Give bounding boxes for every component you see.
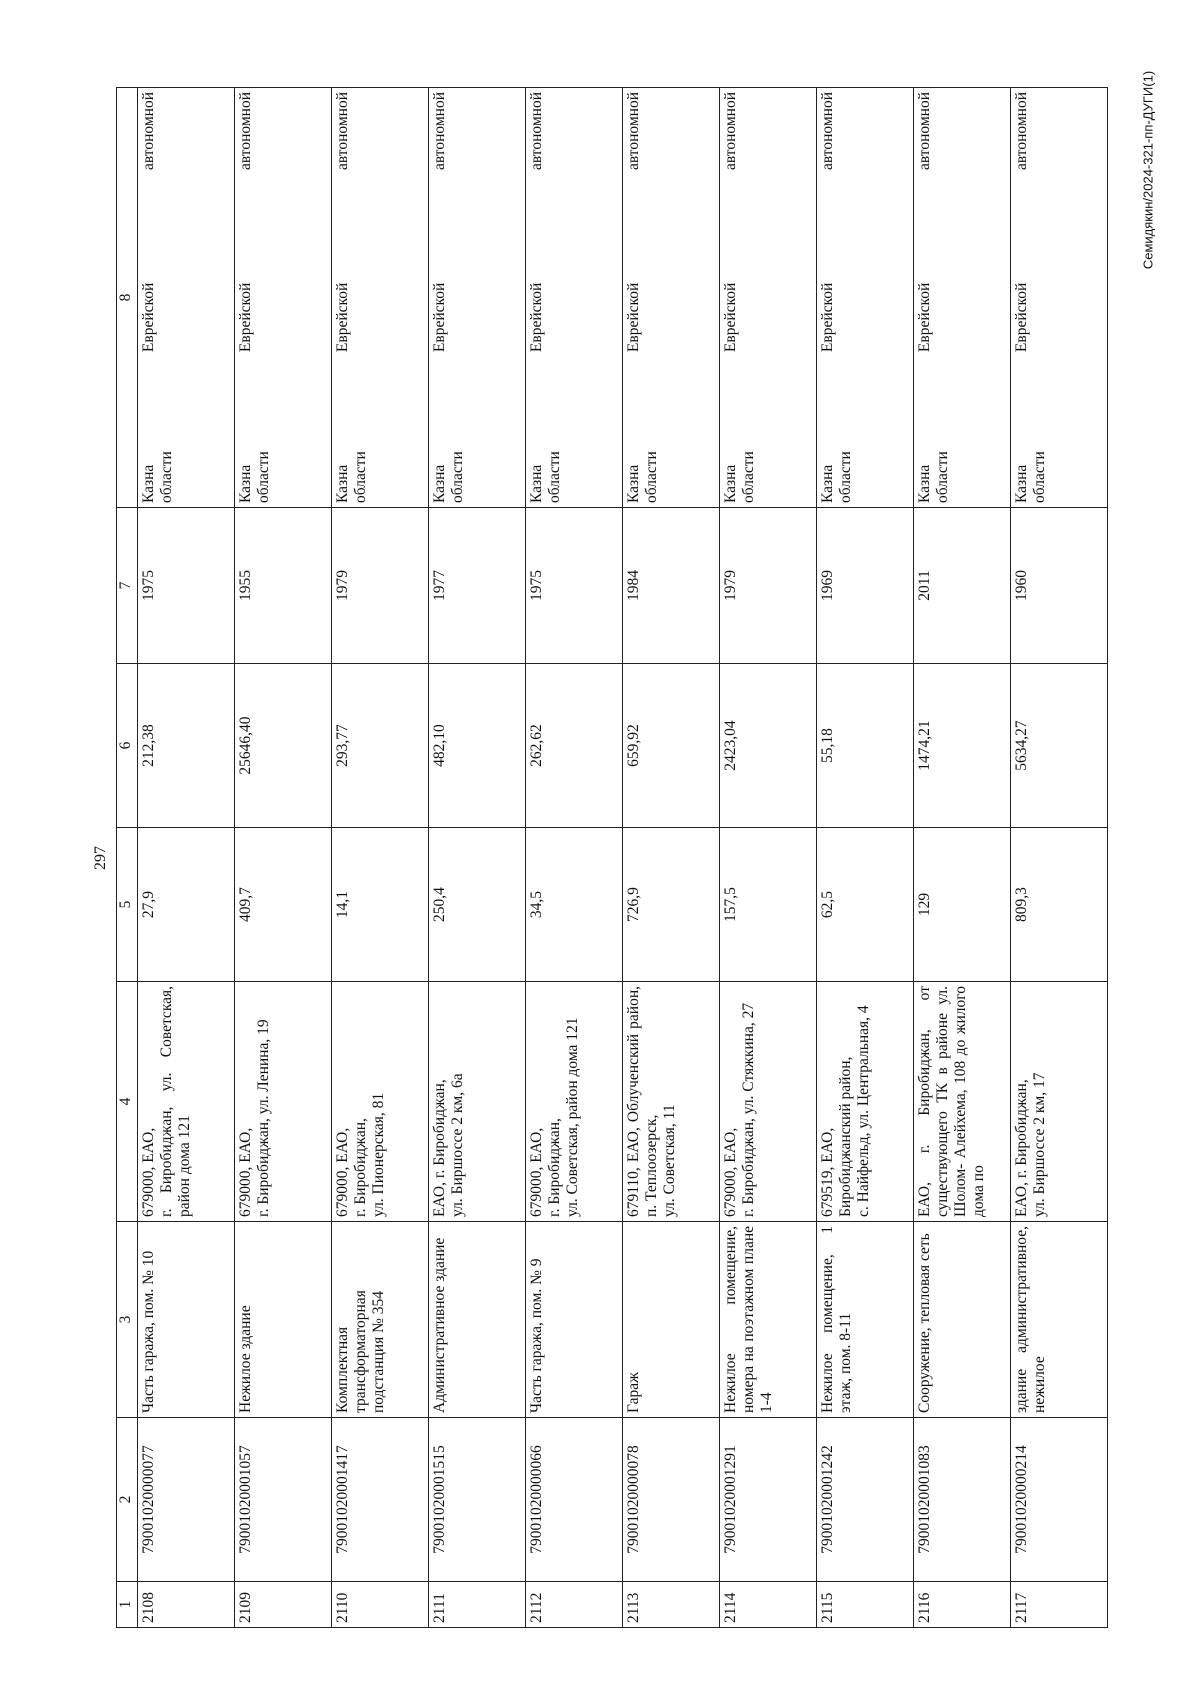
- owner-word: Казна: [431, 464, 448, 503]
- object-value: 2423,04: [720, 664, 817, 828]
- owner-cell: [1011, 88, 1108, 508]
- object-year: 1975: [138, 508, 235, 664]
- owner-word: Еврейской: [528, 282, 545, 353]
- owner-cell: [332, 88, 429, 508]
- object-name: Нежилое здание: [235, 1222, 332, 1418]
- owner-word: автономной: [528, 92, 545, 171]
- column-number: 6: [117, 664, 138, 828]
- object-address: 679519, ЕАО, Биробиджанский район, с. Найфельд, ул. Центральная, 4: [817, 982, 914, 1222]
- row-number: 2108: [138, 1582, 235, 1628]
- object-value: 55,18: [817, 664, 914, 828]
- cadastral-number: 79001020001291: [720, 1418, 817, 1582]
- owner-word: Еврейской: [237, 282, 254, 353]
- cadastral-number: 79001020001057: [235, 1418, 332, 1582]
- table-row: [817, 88, 914, 1628]
- row-number: 2110: [332, 1582, 429, 1628]
- owner-word: Еврейской: [140, 282, 157, 353]
- cadastral-number: 79001020001242: [817, 1418, 914, 1582]
- owner-word: области: [255, 451, 272, 503]
- object-address: 679000, ЕАО, г. Биробиджан, ул. Пионерская, 81: [332, 982, 429, 1222]
- object-name: Сооружение, тепловая сеть: [914, 1222, 1011, 1418]
- owner-word: автономной: [334, 92, 351, 171]
- owner-word: автономной: [916, 92, 933, 171]
- row-number: 2113: [623, 1582, 720, 1628]
- object-area: 409,7: [235, 828, 332, 982]
- row-number: 2111: [429, 1582, 526, 1628]
- cadastral-number: 79001020001515: [429, 1418, 526, 1582]
- object-area: 27,9: [138, 828, 235, 982]
- cadastral-number: 79001020001083: [914, 1418, 1011, 1582]
- owner-cell: [623, 88, 720, 508]
- column-number-row: [117, 88, 138, 1628]
- column-number: 2: [117, 1418, 138, 1582]
- column-number: 3: [117, 1222, 138, 1418]
- cadastral-number: 79001020000078: [623, 1418, 720, 1582]
- owner-cell: [817, 88, 914, 508]
- row-number: 2109: [235, 1582, 332, 1628]
- owner-word: области: [1031, 451, 1048, 503]
- object-area: 62,5: [817, 828, 914, 982]
- object-area: 250,4: [429, 828, 526, 982]
- cadastral-number: 79001020000077: [138, 1418, 235, 1582]
- owner-word: автономной: [237, 92, 254, 171]
- object-area: 129: [914, 828, 1011, 982]
- footer-code: Семидякин/2024-321-пп-ДУГИ(1): [1140, 70, 1156, 270]
- row-number: 2117: [1011, 1582, 1108, 1628]
- owner-word: области: [643, 451, 660, 503]
- object-name: Комплектная трансформаторная подстанция № 354: [332, 1222, 429, 1418]
- object-address: ЕАО, г. Биробиджан, ул. Биршоссе 2 км, 6а: [429, 982, 526, 1222]
- owner-word: Казна: [722, 464, 739, 503]
- column-number: 7: [117, 508, 138, 664]
- table-row: [914, 88, 1011, 1628]
- owner-word: Казна: [528, 464, 545, 503]
- object-name: Часть гаража, пом. № 9: [526, 1222, 623, 1418]
- object-area: 157,5: [720, 828, 817, 982]
- owner-word: автономной: [625, 92, 642, 171]
- table-row: [138, 88, 235, 1628]
- object-address: 679000, ЕАО, г. Биробиджан, ул. Стяжкина, 27: [720, 982, 817, 1222]
- row-number: 2112: [526, 1582, 623, 1628]
- object-year: 1955: [235, 508, 332, 664]
- owner-word: Еврейской: [334, 282, 351, 353]
- owner-word: Казна: [334, 464, 351, 503]
- property-registry-table: [116, 87, 1108, 1628]
- owner-word: автономной: [140, 92, 157, 171]
- owner-word: Еврейской: [1013, 282, 1030, 353]
- object-value: 293,77: [332, 664, 429, 828]
- owner-word: области: [352, 451, 369, 503]
- object-address: 679000, ЕАО, г. Биробиджан, ул. Советская, район дома 121: [138, 982, 235, 1222]
- object-year: 1979: [720, 508, 817, 664]
- table-row: [235, 88, 332, 1628]
- row-number: 2116: [914, 1582, 1011, 1628]
- owner-word: Казна: [916, 464, 933, 503]
- object-area: 34,5: [526, 828, 623, 982]
- owner-word: автономной: [1013, 92, 1030, 171]
- owner-word: Еврейской: [722, 282, 739, 353]
- owner-word: Еврейской: [916, 282, 933, 353]
- object-year: 1977: [429, 508, 526, 664]
- cadastral-number: 79001020001417: [332, 1418, 429, 1582]
- row-number: 2114: [720, 1582, 817, 1628]
- owner-cell: [138, 88, 235, 508]
- owner-word: автономной: [431, 92, 448, 171]
- object-value: 659,92: [623, 664, 720, 828]
- table-row: [720, 88, 817, 1628]
- object-name: Нежилое помещение, 1 этаж, пом. 8-11: [817, 1222, 914, 1418]
- page-number: 297: [92, 846, 109, 870]
- owner-cell: [526, 88, 623, 508]
- owner-word: области: [837, 451, 854, 503]
- object-address: 679000, ЕАО, г. Биробиджан, ул. Ленина, 19: [235, 982, 332, 1222]
- object-value: 482,10: [429, 664, 526, 828]
- owner-word: области: [449, 451, 466, 503]
- owner-word: области: [158, 451, 175, 503]
- table-row: [429, 88, 526, 1628]
- object-address: 679000, ЕАО, г. Биробиджан, ул. Советская, район дома 121: [526, 982, 623, 1222]
- owner-word: автономной: [722, 92, 739, 171]
- owner-word: автономной: [819, 92, 836, 171]
- owner-word: Еврейской: [431, 282, 448, 353]
- object-address: ЕАО, г. Биробиджан, от существующего ТК в районе ул. Шолом- Алейхема, 108 до жилого дома по: [914, 982, 1011, 1222]
- rotated-page: [90, 68, 1090, 1628]
- owner-cell: [429, 88, 526, 508]
- object-name: здание административное, нежилое: [1011, 1222, 1108, 1418]
- column-number: 8: [117, 88, 138, 508]
- object-name: Гараж: [623, 1222, 720, 1418]
- object-value: 5634,27: [1011, 664, 1108, 828]
- object-name: Административное здание: [429, 1222, 526, 1418]
- owner-word: области: [740, 451, 757, 503]
- table-row: [1011, 88, 1108, 1628]
- object-name: Часть гаража, пом. № 10: [138, 1222, 235, 1418]
- table-row: [623, 88, 720, 1628]
- owner-word: Казна: [819, 464, 836, 503]
- object-area: 726,9: [623, 828, 720, 982]
- owner-word: Еврейской: [625, 282, 642, 353]
- owner-cell: [720, 88, 817, 508]
- object-address: ЕАО, г. Биробиджан, ул. Биршоссе 2 км, 17: [1011, 982, 1108, 1222]
- owner-word: области: [934, 451, 951, 503]
- object-year: 1975: [526, 508, 623, 664]
- table-row: [526, 88, 623, 1628]
- owner-cell: [914, 88, 1011, 508]
- object-year: 2011: [914, 508, 1011, 664]
- object-area: 809,3: [1011, 828, 1108, 982]
- cadastral-number: 79001020000066: [526, 1418, 623, 1582]
- object-address: 679110, ЕАО, Облученский район, п. Теплоозерск, ул. Советская, 11: [623, 982, 720, 1222]
- owner-word: области: [546, 451, 563, 503]
- object-name: Нежилое помещение, номера на поэтажном плане 1-4: [720, 1222, 817, 1418]
- column-number: 5: [117, 828, 138, 982]
- cadastral-number: 79001020000214: [1011, 1418, 1108, 1582]
- owner-word: Казна: [1013, 464, 1030, 503]
- object-year: 1979: [332, 508, 429, 664]
- object-year: 1960: [1011, 508, 1108, 664]
- object-value: 1474,21: [914, 664, 1011, 828]
- column-number: 1: [117, 1582, 138, 1628]
- object-value: 25646,40: [235, 664, 332, 828]
- object-value: 212,38: [138, 664, 235, 828]
- owner-word: Казна: [237, 464, 254, 503]
- object-year: 1969: [817, 508, 914, 664]
- column-number: 4: [117, 982, 138, 1222]
- object-year: 1984: [623, 508, 720, 664]
- object-value: 262,62: [526, 664, 623, 828]
- owner-word: Еврейской: [819, 282, 836, 353]
- row-number: 2115: [817, 1582, 914, 1628]
- table-row: [332, 88, 429, 1628]
- owner-cell: [235, 88, 332, 508]
- owner-word: Казна: [625, 464, 642, 503]
- owner-word: Казна: [140, 464, 157, 503]
- object-area: 14,1: [332, 828, 429, 982]
